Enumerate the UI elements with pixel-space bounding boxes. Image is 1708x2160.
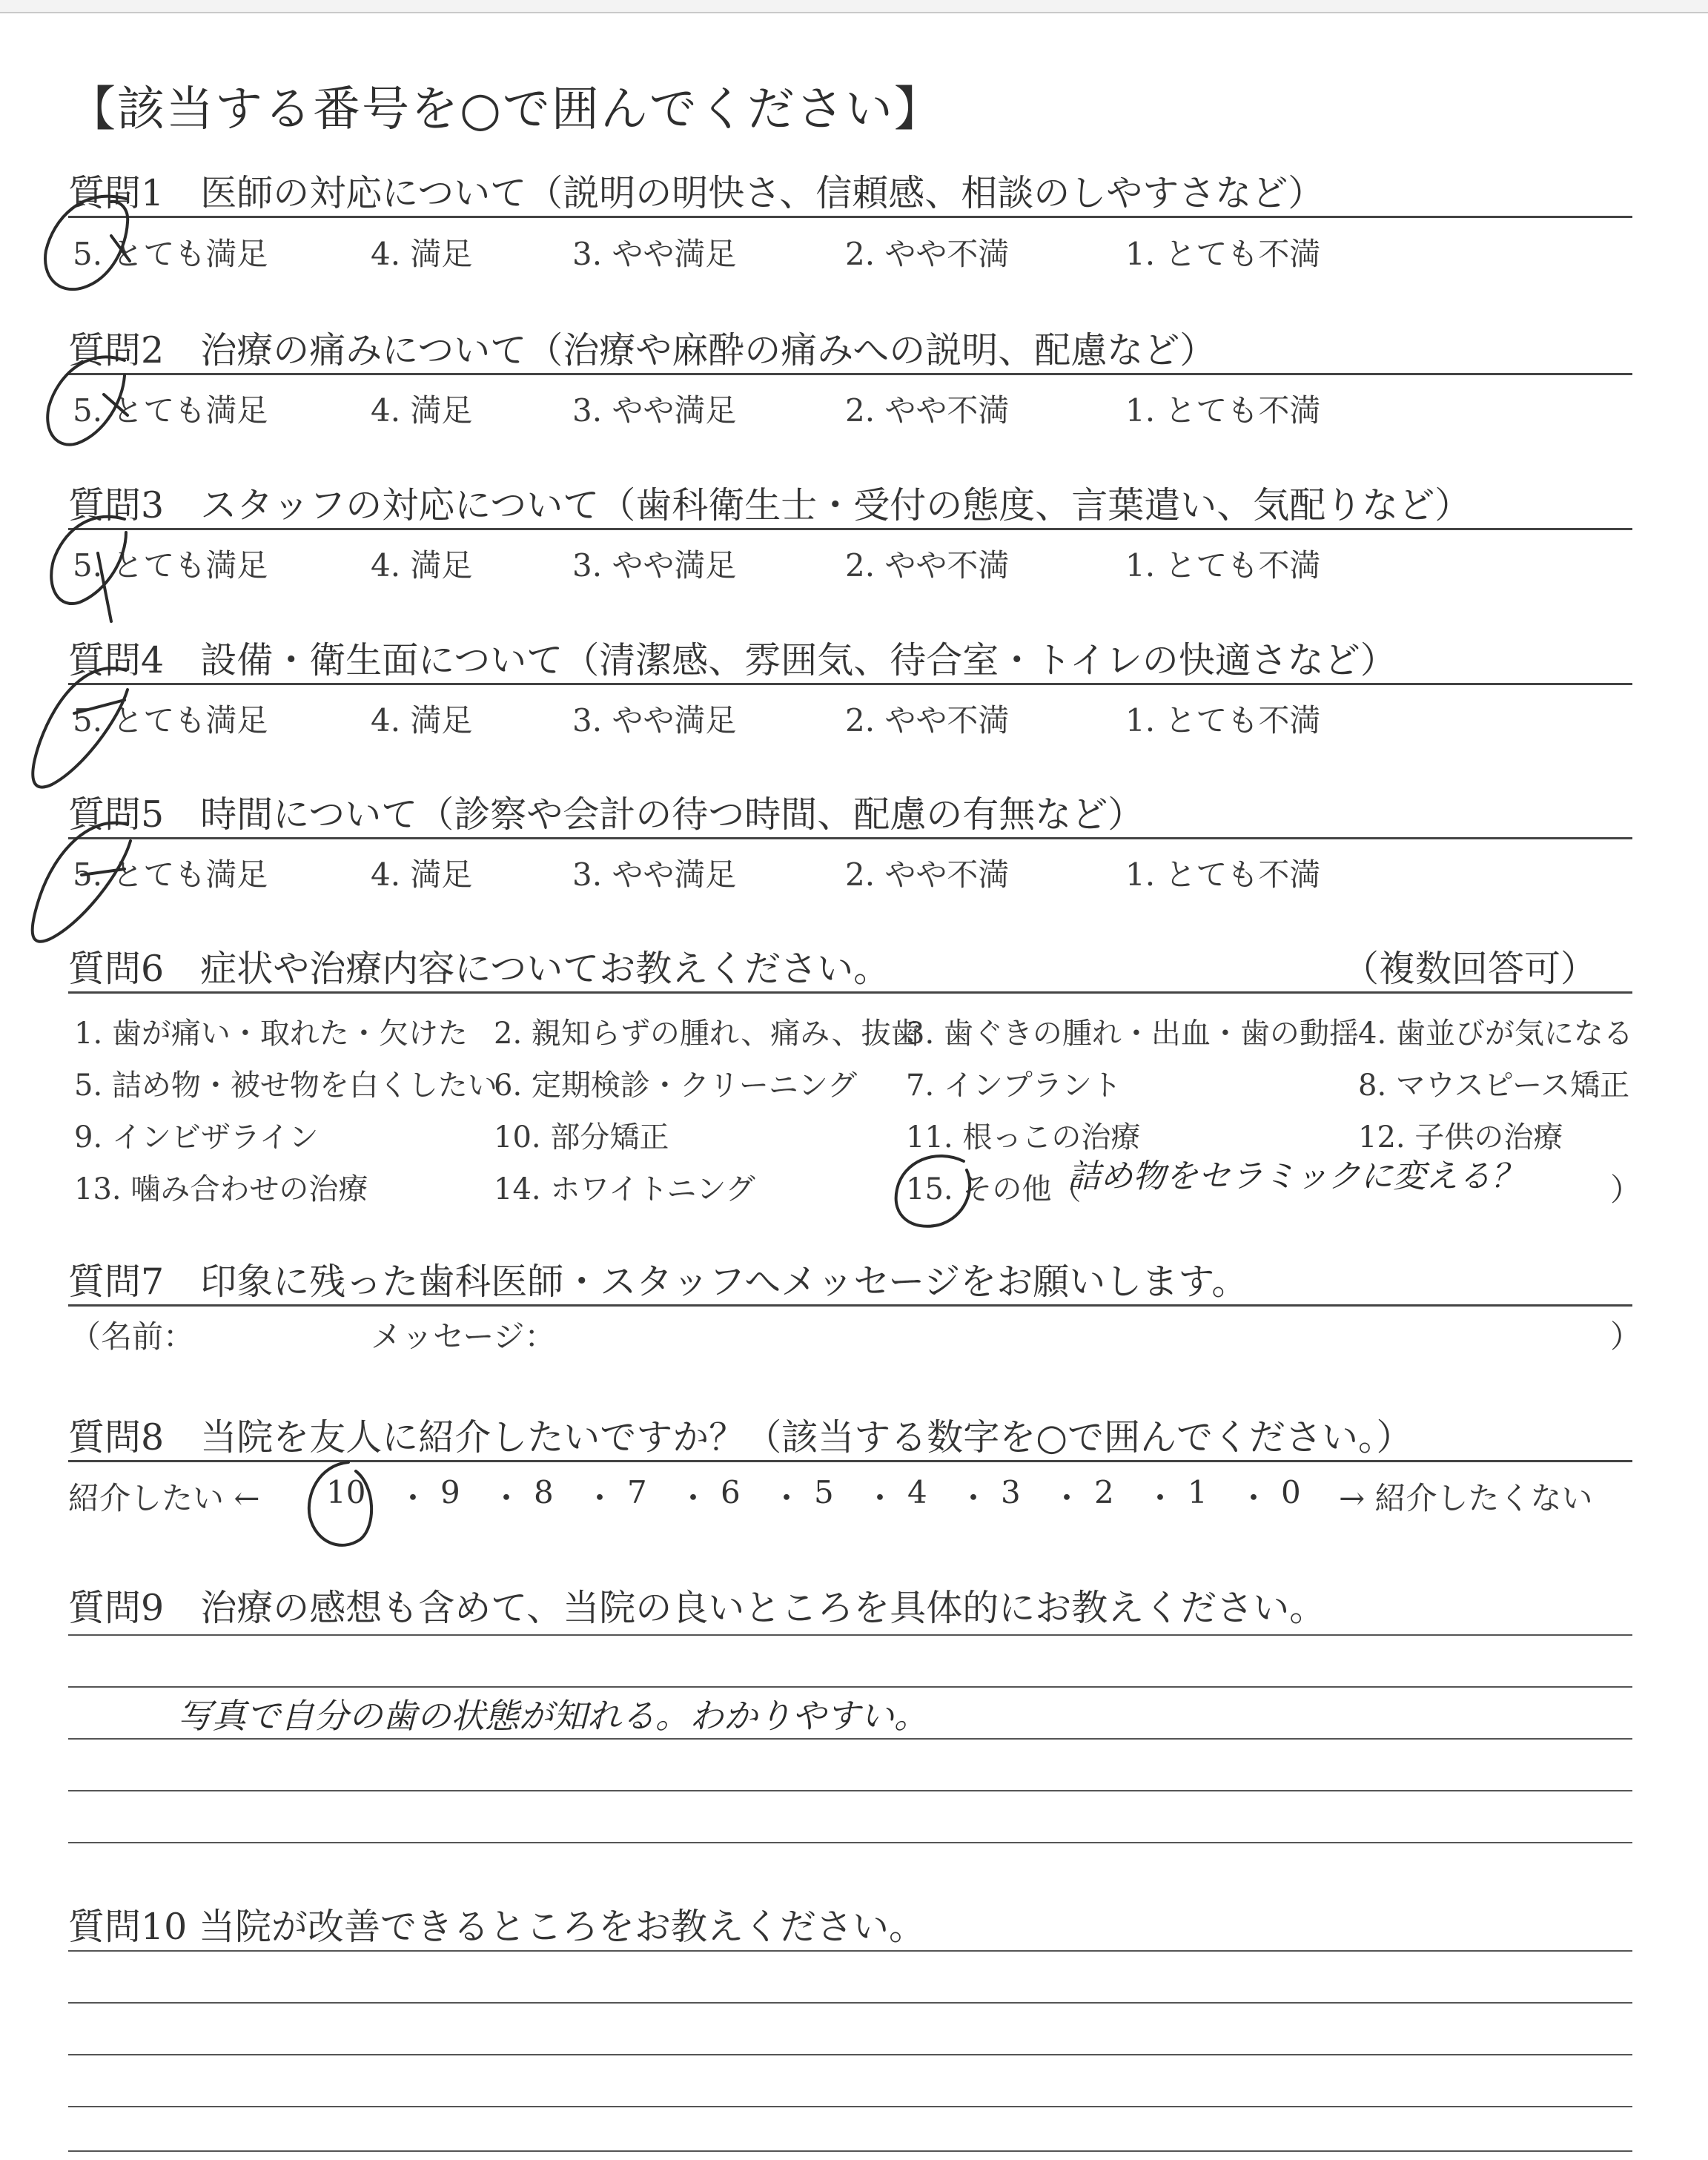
q3-heading xyxy=(68,477,1471,529)
q4-option-2[interactable]: 2. やや不満 xyxy=(845,702,1010,739)
q4-text: 設備・衛生面について（清潔感、雰囲気、待合室・トイレの快適さなど） xyxy=(200,639,1397,681)
q6-option-5[interactable]: 5. 詰め物・被せ物を白くしたい xyxy=(74,1069,497,1103)
q5-heading xyxy=(68,786,1144,838)
q8-score-3[interactable]: 3 xyxy=(1001,1474,1021,1510)
q4-label: 質問4 xyxy=(68,639,165,681)
q6-other-handwritten-answer[interactable]: 詰め物をセラミックに変える？ xyxy=(1068,1157,1524,1195)
q5-rule xyxy=(68,837,1632,839)
q8-dot: ・ xyxy=(864,1480,896,1516)
q8-dot: ・ xyxy=(491,1480,523,1516)
q1-option-1[interactable]: 1. とても不満 xyxy=(1125,236,1321,272)
q7-text: 印象に残った歯科医師・スタッフへメッセージをお願いします。 xyxy=(200,1261,1248,1303)
q8-right-label: → 紹介したくない xyxy=(1339,1480,1593,1516)
q7-name-label: （名前： xyxy=(70,1318,195,1355)
q10-heading xyxy=(68,1898,925,1950)
q1-option-5[interactable]: 5. とても満足 xyxy=(73,236,268,272)
q1-option-3[interactable]: 3. やや満足 xyxy=(572,236,737,272)
q9-heading xyxy=(68,1579,1325,1631)
q4-option-4[interactable]: 4. 満足 xyxy=(371,702,473,739)
q8-dot: ・ xyxy=(1238,1480,1270,1516)
q2-option-4[interactable]: 4. 満足 xyxy=(371,392,473,429)
q2-rule xyxy=(68,373,1632,375)
q8-dot: ・ xyxy=(1051,1480,1083,1516)
q3-rule xyxy=(68,528,1632,530)
q6-other-close-paren: ） xyxy=(1610,1172,1642,1208)
q2-option-3[interactable]: 3. やや満足 xyxy=(572,392,737,429)
q6-option-2[interactable]: 2. 親知らずの腫れ、痛み、抜歯 xyxy=(494,1017,921,1051)
q10-answer-line xyxy=(68,2106,1632,2107)
q4-rule xyxy=(68,683,1632,685)
q2-option-1[interactable]: 1. とても不満 xyxy=(1125,392,1321,429)
q8-score-2[interactable]: 2 xyxy=(1094,1474,1114,1510)
q3-option-5[interactable]: 5. とても満足 xyxy=(73,547,268,584)
q8-heading xyxy=(68,1409,1412,1461)
q7-heading xyxy=(68,1253,1248,1305)
q1-option-4[interactable]: 4. 満足 xyxy=(371,236,473,272)
q6-option-12[interactable]: 12. 子供の治療 xyxy=(1358,1120,1563,1155)
q5-text: 時間について（診察や会計の待つ時間、配慮の有無など） xyxy=(200,793,1145,836)
q4-option-1[interactable]: 1. とても不満 xyxy=(1125,702,1321,739)
q7-message-label: メッセージ： xyxy=(371,1318,556,1355)
q6-text: 症状や治療内容についてお教えください。 xyxy=(200,948,890,990)
q6-option-8[interactable]: 8. マウスピース矯正 xyxy=(1358,1069,1630,1103)
q8-score-5[interactable]: 5 xyxy=(814,1474,834,1510)
q5-option-5[interactable]: 5. とても満足 xyxy=(73,856,268,893)
q6-rule xyxy=(68,991,1632,994)
q9-label: 質問9 xyxy=(68,1587,165,1629)
q8-score-9[interactable]: 9 xyxy=(440,1474,460,1510)
q8-score-4[interactable]: 4 xyxy=(907,1474,927,1510)
q8-score-0[interactable]: 0 xyxy=(1281,1474,1301,1510)
q8-dot: ・ xyxy=(958,1480,990,1516)
q6-option-14[interactable]: 14. ホワイトニング xyxy=(494,1172,755,1206)
q6-label: 質問6 xyxy=(68,948,165,990)
q6-option-15[interactable]: 15. その他（ xyxy=(906,1172,1082,1206)
q10-answer-line xyxy=(68,2054,1632,2055)
q7-close-paren: ） xyxy=(1610,1318,1642,1355)
q9-answer-line xyxy=(68,1634,1632,1636)
q8-dot: ・ xyxy=(1145,1480,1176,1516)
q10-answer-line xyxy=(68,1950,1632,1952)
q8-score-6[interactable]: 6 xyxy=(721,1474,741,1510)
q6-option-3[interactable]: 3. 歯ぐきの腫れ・出血・歯の動揺 xyxy=(906,1017,1359,1051)
q2-text: 治療の痛みについて（治療や麻酔の痛みへの説明、配慮など） xyxy=(200,329,1217,371)
q9-answer-line xyxy=(68,1790,1632,1791)
q6-option-1[interactable]: 1. 歯が痛い・取れた・欠けた xyxy=(74,1017,468,1051)
q5-option-1[interactable]: 1. とても不満 xyxy=(1125,856,1321,893)
q1-text: 医師の対応について（説明の明快さ、信頼感、相談のしやすさなど） xyxy=(200,172,1325,214)
q3-text: スタッフの対応について（歯科衛生士・受付の態度、言葉遣い、気配りなど） xyxy=(200,484,1472,526)
q6-option-13[interactable]: 13. 噛み合わせの治療 xyxy=(74,1172,368,1206)
q8-dot: ・ xyxy=(584,1480,616,1516)
q1-rule xyxy=(68,216,1632,218)
q3-option-3[interactable]: 3. やや満足 xyxy=(572,547,737,584)
q6-option-6[interactable]: 6. 定期検診・クリーニング xyxy=(494,1069,858,1103)
q6-option-9[interactable]: 9. インビザライン xyxy=(74,1120,319,1155)
q3-label: 質問3 xyxy=(68,484,165,526)
q10-answer-line xyxy=(68,2002,1632,2004)
q3-option-1[interactable]: 1. とても不満 xyxy=(1125,547,1321,584)
q9-answer-line xyxy=(68,1738,1632,1740)
q2-label: 質問2 xyxy=(68,329,165,371)
q8-score-7[interactable]: 7 xyxy=(627,1474,647,1510)
q8-score-8[interactable]: 8 xyxy=(534,1474,554,1510)
q1-label: 質問1 xyxy=(68,172,165,214)
q5-option-4[interactable]: 4. 満足 xyxy=(371,856,473,893)
q5-option-2[interactable]: 2. やや不満 xyxy=(845,856,1010,893)
q2-option-5[interactable]: 5. とても満足 xyxy=(73,392,268,429)
q6-option-4[interactable]: 4. 歯並びが気になる xyxy=(1358,1017,1633,1051)
q1-heading xyxy=(68,165,1324,217)
q6-option-10[interactable]: 10. 部分矯正 xyxy=(494,1120,669,1155)
q9-answer-line xyxy=(68,1842,1632,1843)
q8-score-1[interactable]: 1 xyxy=(1188,1474,1208,1510)
q6-multiple-answers-note: （複数回答可） xyxy=(1342,948,1597,990)
q1-option-2[interactable]: 2. やや不満 xyxy=(845,236,1010,272)
q6-heading xyxy=(68,940,890,992)
q4-option-5[interactable]: 5. とても満足 xyxy=(73,702,268,739)
form-title: 【該当する番号を○で囲んでください】 xyxy=(68,82,943,137)
q3-option-2[interactable]: 2. やや不満 xyxy=(845,547,1010,584)
q9-text: 治療の感想も含めて、当院の良いところを具体的にお教えください。 xyxy=(200,1587,1326,1629)
q4-option-3[interactable]: 3. やや満足 xyxy=(572,702,737,739)
q8-label: 質問8 xyxy=(68,1416,165,1459)
q8-rule xyxy=(68,1460,1632,1462)
q6-option-7[interactable]: 7. インプラント xyxy=(906,1069,1122,1103)
q7-label: 質問7 xyxy=(68,1261,165,1303)
q8-score-10[interactable]: 10 xyxy=(326,1474,366,1510)
q10-label: 質問10 xyxy=(68,1906,188,1948)
q2-option-2[interactable]: 2. やや不満 xyxy=(845,392,1010,429)
scan-top-edge xyxy=(0,0,1708,13)
q5-label: 質問5 xyxy=(68,793,165,836)
q7-rule xyxy=(68,1304,1632,1307)
q2-heading xyxy=(68,322,1216,374)
q5-option-3[interactable]: 3. やや満足 xyxy=(572,856,737,893)
q10-answer-line xyxy=(68,2150,1632,2152)
q3-option-4[interactable]: 4. 満足 xyxy=(371,547,473,584)
q8-dot: ・ xyxy=(771,1480,803,1516)
q8-dot: ・ xyxy=(678,1480,709,1516)
q9-answer-line xyxy=(68,1686,1632,1688)
q10-text: 当院が改善できるところをお教えください。 xyxy=(198,1906,925,1948)
q9-handwritten-answer[interactable]: 写真で自分の歯の状態が知れる。わかりやすい。 xyxy=(178,1696,928,1736)
q4-heading xyxy=(68,632,1397,684)
q8-text: 当院を友人に紹介したいですか？（該当する数字を○で囲んでください。） xyxy=(200,1416,1413,1459)
q8-left-label: 紹介したい ← xyxy=(68,1480,260,1516)
q8-dot: ・ xyxy=(397,1480,429,1516)
q6-option-11[interactable]: 11. 根っこの治療 xyxy=(906,1120,1141,1155)
